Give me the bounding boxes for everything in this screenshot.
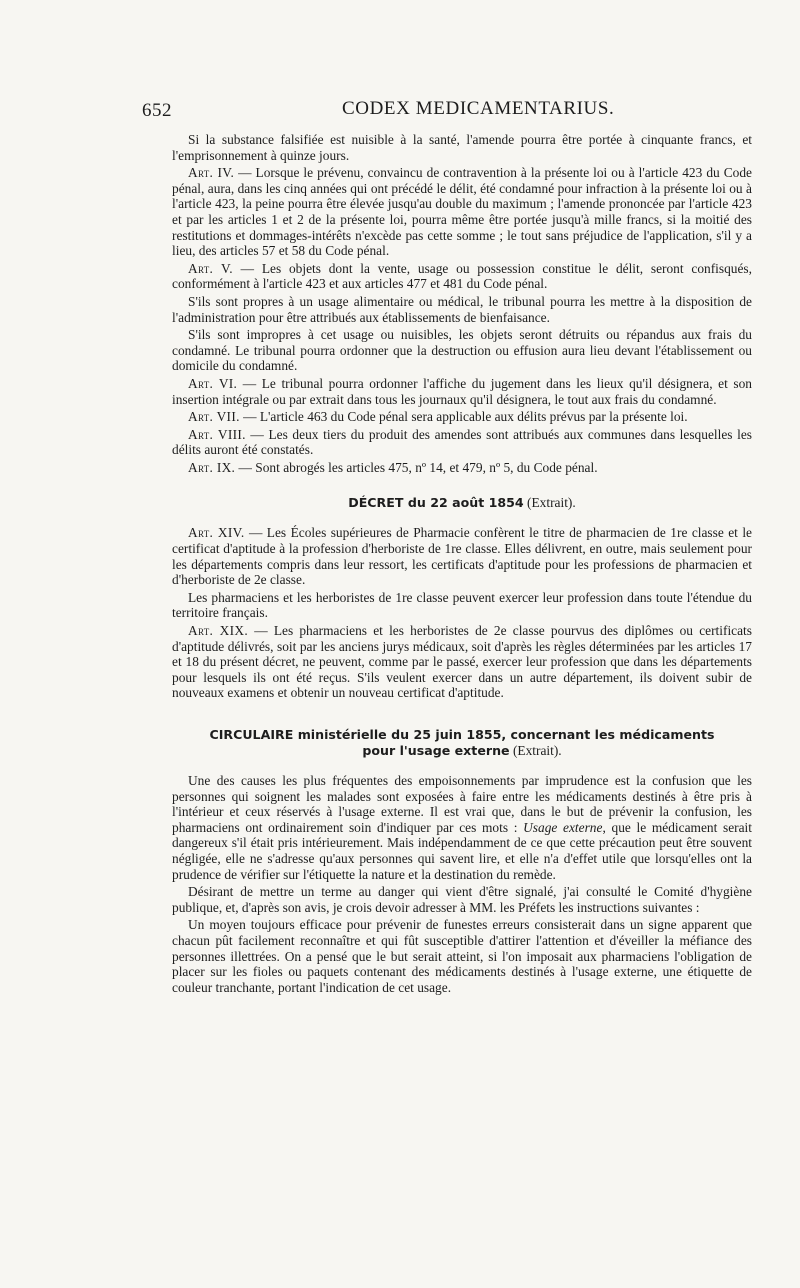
article-9: Art. IX. — Sont abrogés les articles 475, nº 14, et 479, nº 5, du Code pénal. bbox=[188, 459, 598, 475]
paragraph: Les pharmaciens et les herboristes de 1re classe peuvent exercer leur profession dans toute l'étendue du territoire français. bbox=[172, 589, 752, 621]
article-7: Art. VII. — L'article 463 du Code pénal sera applicable aux délits prévus par la présente loi. bbox=[188, 409, 688, 425]
decret-heading: DÉCRET du 22 août 1854 (Extrait). bbox=[348, 495, 576, 511]
running-head: CODEX MEDICAMENTARIUS. bbox=[342, 98, 615, 119]
paragraph: Si la substance falsifiée est nuisible à la santé, l'amende pourra être portée à cinquante francs, et l'emprisonnement à quinze jours. bbox=[172, 132, 752, 163]
paragraph: Un moyen toujours efficace pour prévenir de funestes erreurs consisterait dans un signe apparent que chacun pût facilement reconnaître et qui fût susceptible d'attirer l'attention et d'éveiller la méfiance des personnes illettrées. On a pensé que le but serait atteint, si l'on imposait aux pharmaciens l'obligation de placer sur les fioles ou paquets contenant des médicaments destinés à l'usage externe, une étiquette de couleur tranchante, portant l'indication de cet usage. bbox=[172, 917, 752, 995]
paragraph: Désirant de mettre un terme au danger qui vient d'être signalé, j'ai consulté le Comité d'hygiène publique, et, d'après son avis, je crois devoir adresser à MM. les Préfets les instructions suivantes : bbox=[172, 884, 752, 915]
circulaire-heading: CIRCULAIRE ministérielle du 25 juin 1855, concernant les médicaments pour l'usage externe (Extrait). bbox=[209, 727, 715, 758]
paragraph: S'ils sont impropres à cet usage ou nuisibles, les objets seront détruits ou répandus aux frais du condamné. Le tribunal pourra ordonner que la destruction ou effusion aura lieu devant l'établissement ou domicile du condamné. bbox=[172, 327, 752, 374]
paragraph: Une des causes les plus fréquentes des empoisonnements par imprudence est la confusion que les personnes qui soignent les malades sont exposées à faire entre les médicaments destinés à être pris à l'intérieur et ceux réservés à l'usage externe. Il est vrai que, dans le but de prévenir la confusion, les pharmaciens ont ordinairement soin d'indiquer par ces mots : Usage externe, que le médicament serait dangereux s'il était pris intérieurement. Mais indépendamment de ce que cette précaution peut être souvent négligée, elle ne s'adresse qu'aux personnes qui savent lire, et elle n'a d'effet utile que lorsqu'elles ont la prudence de vérifier sur l'étiquette la nature et la destination du remède. bbox=[172, 773, 753, 882]
page-header bbox=[142, 96, 742, 126]
page-number: 652 bbox=[142, 100, 172, 121]
article-8: Art. VIII. — Les deux tiers du produit des amendes sont attribués aux communes dans lesquelles les délits auront été constatés. bbox=[172, 426, 753, 458]
article-19: Art. XIX. — Les pharmaciens et les herboristes de 2e classe pourvus des diplômes ou certificats d'aptitude délivrés, soit par les anciens jurys médicaux, soit d'après les règles déterminées par les articles 17 et 18 du présent décret, ne peuvent, comme par le passé, exercer leur profession que dans les départements pour lesquels ils ont été reçus. S'ils veulent exercer dans un autre département, ils doivent subir de nouveaux examens et obtenir un nouveau certificat d'aptitude. bbox=[172, 623, 752, 701]
article-6: Art. VI. — Le tribunal pourra ordonner l'affiche du jugement dans les lieux qu'il désignera, et son insertion intégrale ou par extrait dans tous les journaux qu'il désignera, le tout aux frais du condamné. bbox=[172, 375, 752, 407]
paragraph: S'ils sont propres à un usage alimentaire ou médical, le tribunal pourra les mettre à la disposition de l'administration pour être attribués aux établissements de bienfaisance. bbox=[172, 293, 752, 325]
article-14: Art. XIV. — Les Écoles supérieures de Pharmacie confèrent le titre de pharmacien de 1re classe et le certificat d'aptitude à la profession d'herboriste de 1re classe. Elles délivrent, en outre, mais seulement pour les départements compris dans leur ressort, les certificats d'aptitude pour les professions de pharmacien et d'herboriste de 2e classe. bbox=[172, 525, 752, 588]
article-5: Art. V. — Les objets dont la vente, usage ou possession constitue le délit, seront confisqués, conformément à l'article 423 et aux articles 477 et 481 du Code pénal. bbox=[172, 260, 752, 292]
text-column bbox=[172, 132, 752, 995]
article-4: Art. IV. — Lorsque le prévenu, convaincu de contravention à la présente loi ou à l'article 423 du Code pénal, aura, dans les cinq années qui ont précédé le délit, été condamné pour infraction à la présente loi ou à l'article 423, la peine pourra être élevée jusqu'au double du maximum ; l'amende prononcée par l'article 423 et par les articles 1 et 2 de la présente loi, pourra même être portée jusqu'à mille francs, si la moitié des restitutions et dommages-intérêts n'excède pas cette somme ; le tout sans préjudice de l'application, s'il y a lieu, des articles 57 et 58 du Code pénal. bbox=[172, 165, 752, 259]
